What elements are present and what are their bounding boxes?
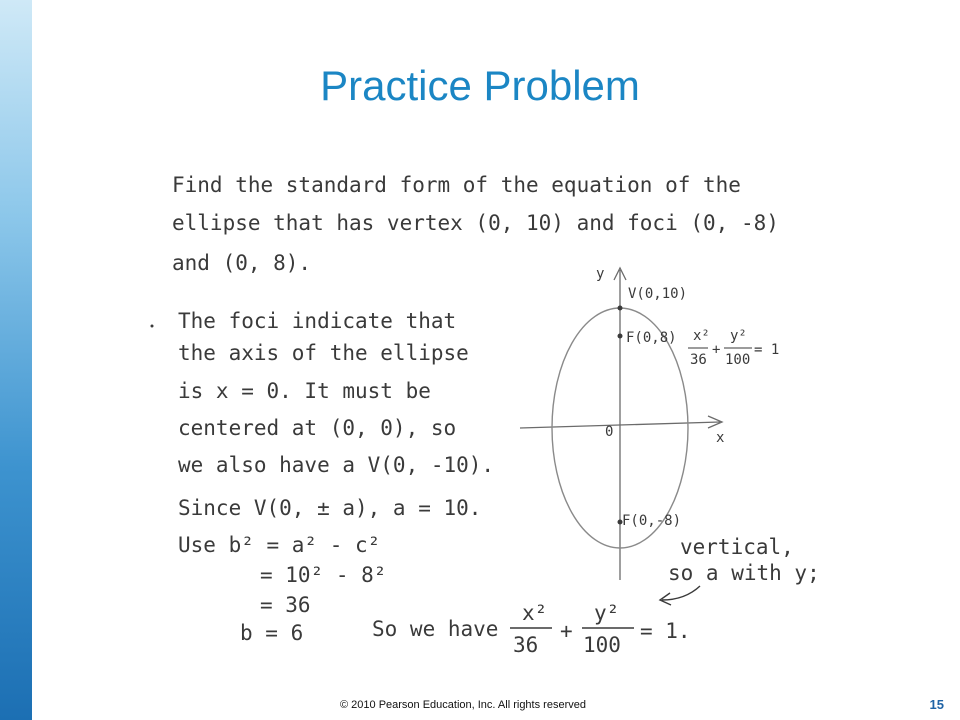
vertex-point bbox=[618, 306, 623, 311]
copyright-footer: © 2010 Pearson Education, Inc. All rights reserved bbox=[340, 699, 586, 711]
final-rhs: = 1. bbox=[640, 619, 691, 643]
final-x-num: x² bbox=[522, 601, 548, 625]
problem-line-2: ellipse that has vertex (0, 10) and foci (0, -8) bbox=[172, 211, 779, 235]
solution-line-3: is x = 0. It must be bbox=[178, 379, 431, 403]
vertex-label: V(0,10) bbox=[628, 286, 688, 302]
conclusion-prefix: So we have bbox=[372, 617, 499, 641]
solution-line-9: = 36 bbox=[260, 593, 311, 617]
y-axis-label: y bbox=[596, 266, 605, 282]
solution-line-6: Since V(0, ± a), a = 10. bbox=[178, 496, 482, 520]
note-arrow-icon bbox=[662, 586, 700, 600]
notes-svg bbox=[140, 160, 820, 660]
solution-line-7: Use b² = a² - c² bbox=[178, 533, 381, 557]
final-plus: + bbox=[560, 619, 573, 643]
side-x-den: 36 bbox=[690, 352, 707, 368]
vertical-note-line-1: vertical, bbox=[680, 535, 794, 559]
solution-line-2: the axis of the ellipse bbox=[178, 341, 469, 365]
final-y-den: 100 bbox=[583, 633, 621, 657]
solution-line-10: b = 6 bbox=[240, 621, 304, 645]
vertical-note-line-2: so a with y; bbox=[668, 561, 820, 585]
side-x-num: x² bbox=[693, 328, 710, 344]
x-axis-label: x bbox=[716, 430, 725, 446]
final-y-num: y² bbox=[594, 601, 620, 625]
solution-line-8: = 10² - 8² bbox=[260, 563, 387, 587]
slide-title: Practice Problem bbox=[320, 62, 640, 109]
side-rhs: = 1 bbox=[754, 342, 780, 358]
solution-line-4: centered at (0, 0), so bbox=[178, 416, 457, 440]
handwritten-notes bbox=[140, 160, 820, 660]
side-y-den: 100 bbox=[725, 352, 751, 368]
side-y-num: y² bbox=[730, 328, 747, 344]
stray-dot bbox=[151, 325, 154, 328]
origin-label: 0 bbox=[605, 424, 614, 440]
focus-top-label: F(0,8) bbox=[626, 330, 677, 346]
solution-line-5: we also have a V(0, -10). bbox=[178, 453, 495, 477]
side-plus: + bbox=[712, 342, 721, 358]
page-number: 15 bbox=[929, 697, 944, 712]
problem-line-3: and (0, 8). bbox=[172, 251, 312, 275]
focus-top-point bbox=[618, 334, 623, 339]
focus-bottom-label: F(0,-8) bbox=[622, 513, 682, 529]
solution-line-1: The foci indicate that bbox=[178, 309, 457, 333]
problem-line-1: Find the standard form of the equation of the bbox=[172, 173, 741, 197]
final-x-den: 36 bbox=[513, 633, 539, 657]
